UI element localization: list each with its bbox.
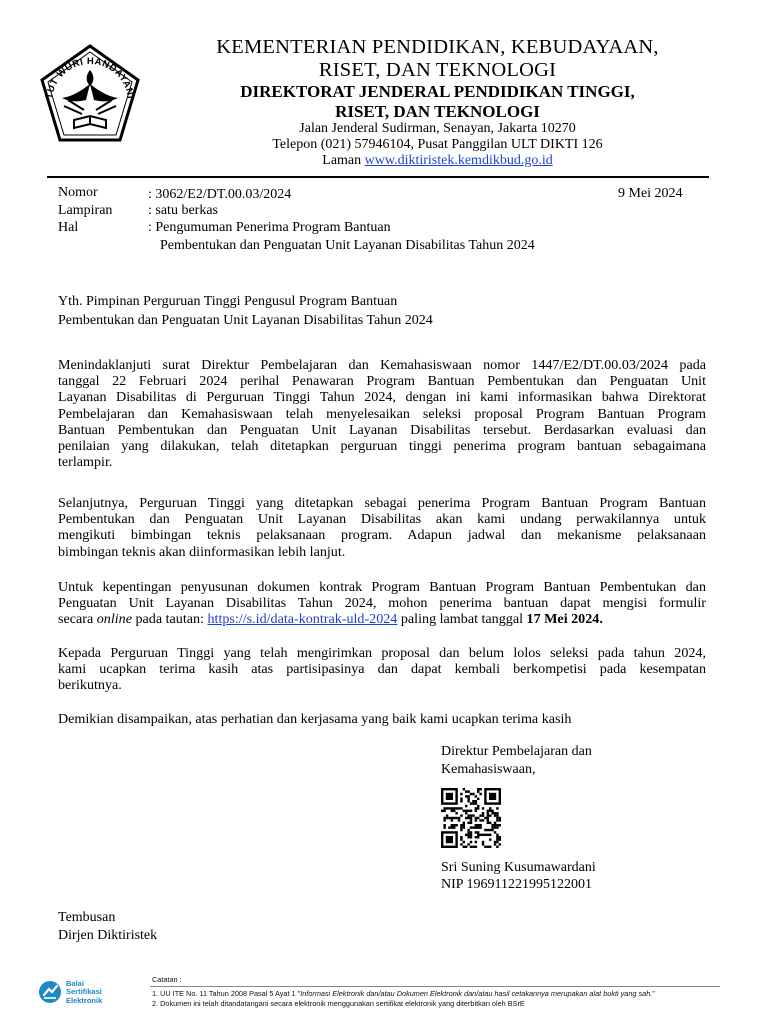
p3-deadline: 17 Mei 2024. xyxy=(526,611,603,628)
bsre-line3: Elektronik xyxy=(66,995,103,1005)
paragraph-2-line: Selanjutnya, Perguruan Tinggi yang ditetapkan sebagai penerima Program Bantuan Program Bantuan xyxy=(58,495,706,511)
form-link[interactable]: https://s.id/data-kontrak-uld-2024 xyxy=(207,611,398,628)
directorate-name-line2: RISET, DAN TEKNOLOGI xyxy=(335,102,540,121)
lampiran-value: : satu berkas xyxy=(148,203,218,218)
paragraph-3-line: Untuk kepentingan penyusunan dokumen kontrak Program Bantuan Program Bantuan Pembentukan dan xyxy=(58,579,706,595)
directorate-name-line1: DIREKTORAT JENDERAL PENDIDIKAN TINGGI, xyxy=(240,82,635,101)
paragraph-1-line: terlampir. xyxy=(58,454,113,471)
paragraph-1-line: tanggal 22 Februari 2024 perihal Penawaran Program Bantuan Pembentukan dan Penguatan Unit xyxy=(58,373,706,390)
letterhead-website xyxy=(150,153,725,169)
paragraph-1-line: Menindaklanjuti surat Direktur Pembelajaran dan Kemahasiswaan nomor 1447/E2/DT.00.03/2024 pada xyxy=(58,357,706,373)
footer-note-2: 2. Dokumen ini telah ditandatangani secara elektronik menggunakan sertifikat elektronik yang diterbitkan oleh BSrE xyxy=(152,999,525,1008)
p3-text-a: secara xyxy=(58,611,97,628)
hal-label: Hal xyxy=(58,220,79,235)
paragraph-3-line xyxy=(58,611,706,627)
paragraph-4-line: Kepada Perguruan Tinggi yang telah mengirimkan proposal dan belum lolos seleksi pada tahun 2024, xyxy=(58,645,706,661)
paragraph-1-line: Layanan Disabilitas di Perguruan Tinggi Tahun 2024, dengan ini kami informasikan bahwa Direktorat xyxy=(58,389,706,406)
paragraph-2 xyxy=(58,495,706,560)
paragraph-3-line: Penguatan Unit Layanan Disabilitas Tahun 2024, mohon penerima bantuan dapat mengisi formulir xyxy=(58,595,706,612)
signer-name: Sri Suning Kusumawardani xyxy=(441,860,596,875)
paragraph-4-line: kami ucapkan terima kasih atas partisipasinya dan dapat kembali berkompetisi pada kesempatan xyxy=(58,661,706,678)
bsre-line2: Sertifikasi xyxy=(66,987,102,997)
addressee-line1: Yth. Pimpinan Perguruan Tinggi Pengusul Program Bantuan xyxy=(58,294,398,309)
ministry-logo xyxy=(34,40,146,152)
p3-online-italic: online xyxy=(96,611,132,628)
paragraph-1 xyxy=(58,357,706,470)
signature-qr-code xyxy=(441,788,501,848)
letterhead-phone: Telepon (021) 57946104, Pusat Panggilan ULT DIKTI 126 xyxy=(272,137,603,152)
website-link[interactable]: www.diktiristek.kemdikbud.go.id xyxy=(364,153,553,168)
paragraph-4-line: berikutnya. xyxy=(58,677,122,694)
website-label: Laman xyxy=(322,153,362,168)
nomor-label: Nomor xyxy=(58,185,98,200)
paragraph-5-line: Demikian disampaikan, atas perhatian dan kerjasama yang baik kami ucapkan terima kasih xyxy=(58,711,572,727)
bsre-logo-text xyxy=(66,980,102,1005)
letter-date: 9 Mei 2024 xyxy=(618,186,683,201)
bsre-icon xyxy=(38,980,62,1004)
logo-motto: TUT WURI HANDAYANI xyxy=(44,55,136,100)
letterhead-address: Jalan Jenderal Sudirman, Senayan, Jakarta 10270 xyxy=(299,121,576,136)
tembusan-recipient: Dirjen Diktiristek xyxy=(58,928,158,943)
footer-note-1 xyxy=(152,989,655,999)
nomor-value: : 3062/E2/DT.00.03/2024 xyxy=(148,187,292,202)
addressee-line2: Pembentukan dan Penguatan Unit Layanan Disabilitas Tahun 2024 xyxy=(58,313,433,328)
signer-title-line2: Kemahasiswaan, xyxy=(441,762,536,777)
paragraph-2-line: Pembentukan dan Penguatan Unit Layanan Disabilitas akan kami undang perwakilannya untuk xyxy=(58,511,706,528)
paragraph-2-line: mengikuti bimbingan teknis pelaksanaan program. Adapun jadwal dan mekanisme pelaksanaan xyxy=(58,527,706,544)
signer-nip: NIP 196911221995122001 xyxy=(441,877,593,892)
note1-suffix: " xyxy=(652,989,655,998)
bsre-line1: Balai xyxy=(66,979,84,988)
footer-divider xyxy=(150,986,720,987)
letterhead-divider xyxy=(47,176,709,178)
paragraph-4 xyxy=(58,645,706,694)
lampiran-label: Lampiran xyxy=(58,203,113,218)
hal-value-line1: : Pengumuman Penerima Program Bantuan xyxy=(148,220,391,235)
note1-prefix: 1. UU ITE No. 11 Tahun 2008 Pasal 5 Ayat 1 " xyxy=(152,989,301,998)
catatan-label: Catatan : xyxy=(152,975,182,984)
hal-value-line2: Pembentukan dan Penguatan Unit Layanan Disabilitas Tahun 2024 xyxy=(160,238,535,253)
paragraph-5 xyxy=(58,711,706,727)
ministry-name-line1: KEMENTERIAN PENDIDIKAN, KEBUDAYAAN, xyxy=(216,36,659,58)
paragraph-3 xyxy=(58,579,706,628)
note1-italic: Informasi Elektronik dan/atau Dokumen Elektronik dan/atau hasil cetakannya merupakan alat bukti yang sah. xyxy=(300,989,653,998)
paragraph-1-line: Pembelajaran dan Kemahasiswaan telah menyelesaikan seleksi proposal Program Bantuan Program xyxy=(58,405,706,422)
paragraph-1-line: penilaian yang dilakukan, telah ditetapkan perguruan tinggi penerima program bantuan sebagaimana xyxy=(58,438,706,455)
signer-title-line1: Direktur Pembelajaran dan xyxy=(441,744,592,759)
paragraph-2-line: bimbingan teknis akan diinformasikan lebih lanjut. xyxy=(58,543,346,560)
ministry-name-line2: RISET, DAN TEKNOLOGI xyxy=(318,59,557,81)
tembusan-label: Tembusan xyxy=(58,910,116,925)
p3-text-b: pada tautan: xyxy=(131,611,208,628)
p3-text-c: paling lambat tanggal xyxy=(397,611,527,628)
paragraph-1-line: Bantuan Pembentukan dan Penguatan Unit Layanan Disabilitas tersebut. Berdasarkan evaluasi dan xyxy=(58,421,706,438)
